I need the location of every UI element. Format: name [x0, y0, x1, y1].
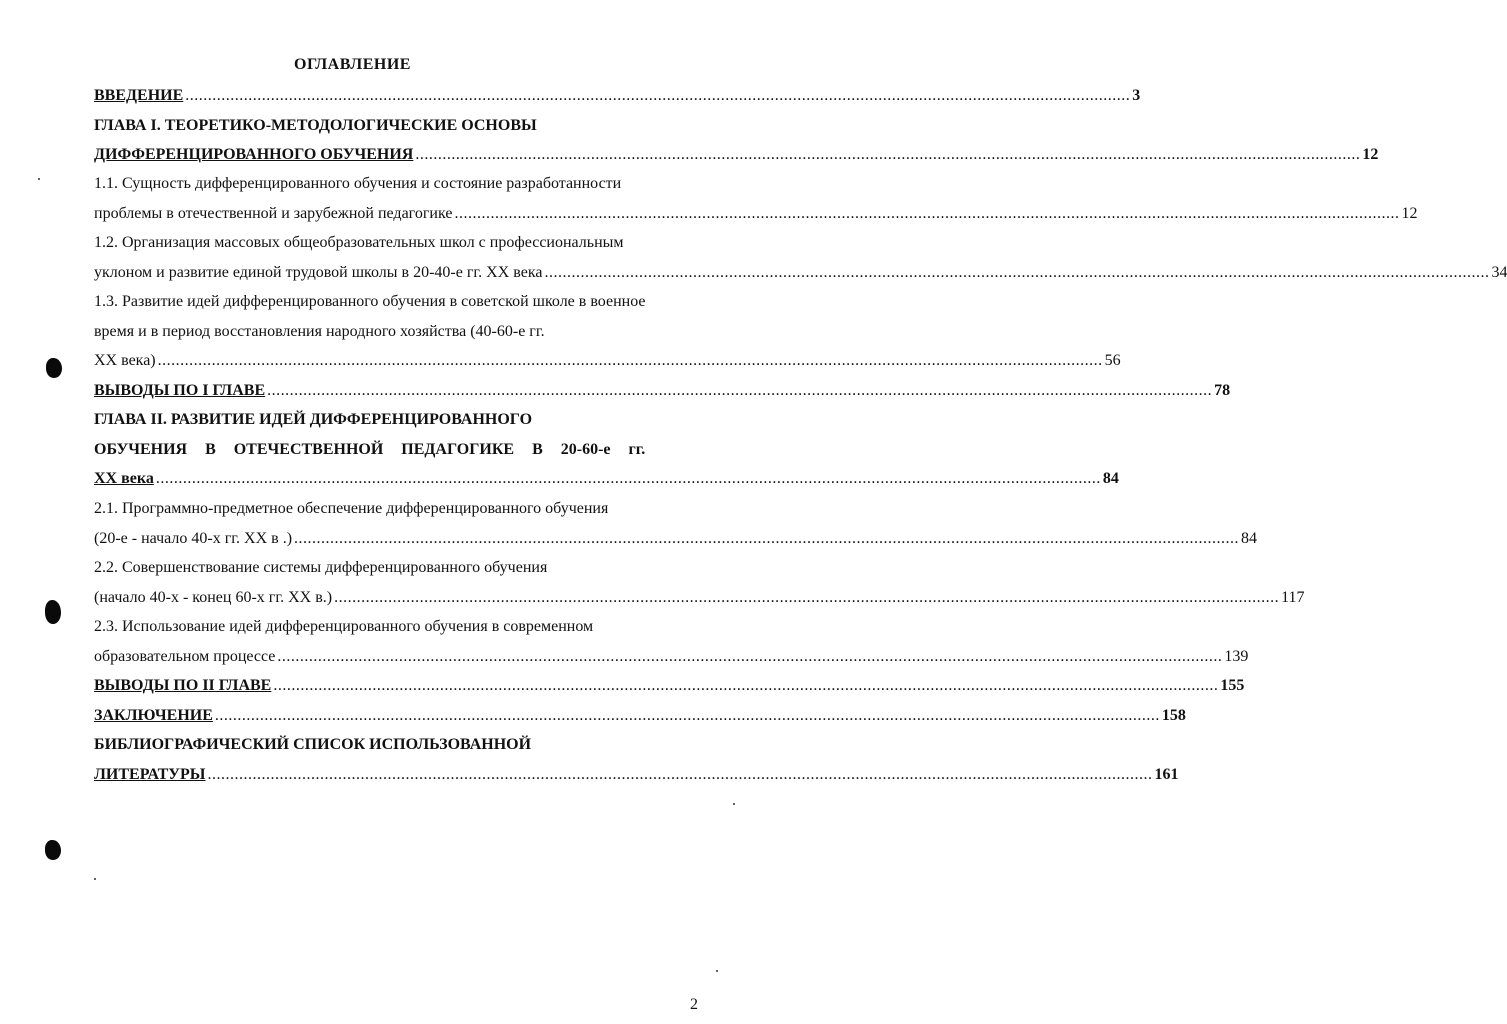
- toc-entry-text: 2.2. Совершенствование системы дифференцированного обучения: [94, 559, 548, 576]
- toc-entry-page: 161: [1154, 766, 1179, 783]
- toc-entry-page: 78: [1214, 382, 1231, 399]
- punch-hole-mark: [45, 600, 61, 624]
- toc-entry-conclusions-2[interactable]: [94, 676, 1245, 696]
- dot-leader: ..................................................................................................................................................................................................................: [415, 146, 1361, 163]
- toc-entry-page: 3: [1132, 87, 1141, 104]
- toc-entry-conclusion[interactable]: [94, 706, 1186, 726]
- toc-entry-page: 84: [1241, 530, 1258, 547]
- toc-entry-text: ВЫВОДЫ ПО I ГЛАВЕ: [94, 382, 266, 399]
- toc-entry-text: время и в период восстановления народного хозяйства (40-60-е гг.: [94, 323, 545, 340]
- dot-leader: ..................................................................................................................................................................................................................: [185, 87, 1131, 104]
- toc-entry-chapter-2-title-cont[interactable]: [94, 440, 684, 460]
- toc-entry-section-1-3-title[interactable]: [94, 292, 699, 312]
- dot-leader: ..................................................................................................................................................................................................................: [454, 205, 1400, 222]
- toc-entry-introduction[interactable]: [94, 86, 1141, 106]
- toc-entry-section-1-3-title-cont[interactable]: [94, 322, 684, 342]
- dot-leader: ..................................................................................................................................................................................................................: [207, 766, 1153, 783]
- toc-title: ОГЛАВЛЕНИЕ: [294, 56, 411, 73]
- toc-entry-chapter-2-title[interactable]: [94, 410, 684, 430]
- toc-entry-section-2-1-title[interactable]: [94, 499, 684, 519]
- toc-entry-bibliography[interactable]: [94, 765, 1179, 785]
- toc-entry-text: уклоном и развитие единой трудовой школы в 20-40-е гг. XX века: [94, 264, 543, 281]
- toc-entry-page: 158: [1161, 707, 1186, 724]
- toc-entry-text: БИБЛИОГРАФИЧЕСКИЙ СПИСОК ИСПОЛЬЗОВАННОЙ: [94, 736, 532, 753]
- toc-entry-page: 56: [1104, 352, 1121, 369]
- toc-entry-section-2-3[interactable]: [94, 647, 1249, 667]
- toc-entry-text: (начало 40-х - конец 60-х гг. XX в.): [94, 589, 333, 606]
- toc-entry-text: ГЛАВА I. ТЕОРЕТИКО-МЕТОДОЛОГИЧЕСКИЕ ОСНОВЫ: [94, 117, 537, 134]
- toc-entry-section-1-2-title[interactable]: [94, 233, 684, 253]
- toc-entry-text: 1.3. Развитие идей дифференцированного обучения в советской школе в военное: [94, 293, 646, 310]
- toc-entry-text: ЗАКЛЮЧЕНИЕ: [94, 707, 213, 724]
- toc-entry-page: 12: [1362, 146, 1379, 163]
- dot-leader: ..................................................................................................................................................................................................................: [273, 677, 1219, 694]
- toc-entry-text: 1.2. Организация массовых общеобразовательных школ с профессиональным: [94, 234, 624, 251]
- toc-entry-chapter-1-title[interactable]: [94, 116, 684, 136]
- dot-leader: ..................................................................................................................................................................................................................: [277, 648, 1223, 665]
- toc-entry-conclusions-1[interactable]: [94, 381, 1231, 401]
- toc-entry-text: 2.3. Использование идей дифференцированного обучения в современном: [94, 618, 594, 635]
- toc-entry-page: 139: [1224, 648, 1249, 665]
- dot-leader: ..................................................................................................................................................................................................................: [334, 589, 1280, 606]
- scan-speck: [38, 178, 40, 180]
- toc-entry-text: проблемы в отечественной и зарубежной педагогике: [94, 205, 453, 222]
- toc-entry-text: ЛИТЕРАТУРЫ: [94, 766, 206, 783]
- punch-hole-mark: [46, 358, 62, 378]
- toc-entry-text: ОБУЧЕНИЯ В ОТЕЧЕСТВЕННОЙ ПЕДАГОГИКЕ В 20-60-е гг.: [94, 441, 646, 458]
- toc-entry-page: 117: [1281, 589, 1305, 606]
- toc-entry-text: XX века): [94, 352, 156, 369]
- toc-entry-page: 34: [1491, 264, 1507, 281]
- toc-entry-section-2-3-title[interactable]: [94, 617, 684, 637]
- toc-entry-bibliography-title[interactable]: [94, 735, 684, 755]
- scan-speck: [94, 878, 96, 880]
- dot-leader: ..................................................................................................................................................................................................................: [294, 530, 1240, 547]
- dot-leader: ..................................................................................................................................................................................................................: [544, 264, 1490, 281]
- toc-entry-section-1-1[interactable]: [94, 204, 1418, 224]
- toc-entry-text: образовательном процессе: [94, 648, 276, 665]
- toc-entry-page: 12: [1401, 205, 1418, 222]
- toc-entry-text: XX века: [94, 470, 154, 487]
- toc-entry-chapter-1[interactable]: [94, 145, 1379, 165]
- toc-entry-section-1-2[interactable]: [94, 263, 1507, 283]
- dot-leader: ..................................................................................................................................................................................................................: [214, 707, 1160, 724]
- scan-speck: [716, 970, 718, 972]
- dot-leader: ..................................................................................................................................................................................................................: [157, 352, 1103, 369]
- toc-entry-text: ДИФФЕРЕНЦИРОВАННОГО ОБУЧЕНИЯ: [94, 146, 414, 163]
- dot-leader: ..................................................................................................................................................................................................................: [267, 382, 1213, 399]
- toc-entry-text: (20-е - начало 40-х гг. XX в .): [94, 530, 293, 547]
- toc-entry-page: 84: [1102, 470, 1119, 487]
- toc-entry-text: ВВЕДЕНИЕ: [94, 87, 184, 104]
- toc-entry-page: 155: [1220, 677, 1245, 694]
- toc-entry-section-1-3[interactable]: [94, 351, 1121, 371]
- toc-entry-section-1-1-title[interactable]: [94, 174, 684, 194]
- page-number: 2: [690, 996, 698, 1013]
- dot-leader: ..................................................................................................................................................................................................................: [155, 470, 1101, 487]
- toc-entry-text: ВЫВОДЫ ПО II ГЛАВЕ: [94, 677, 272, 694]
- toc-entry-chapter-2[interactable]: [94, 469, 1119, 489]
- punch-hole-mark: [45, 840, 61, 860]
- toc-entry-text: ГЛАВА II. РАЗВИТИЕ ИДЕЙ ДИФФЕРЕНЦИРОВАННОГО: [94, 411, 533, 428]
- scan-speck: [733, 803, 735, 805]
- toc-entry-section-2-1[interactable]: [94, 529, 1258, 549]
- toc-entry-text: 1.1. Сущность дифференцированного обучения и состояние разработанности: [94, 175, 622, 192]
- toc-entry-section-2-2-title[interactable]: [94, 558, 684, 578]
- toc-entry-text: 2.1. Программно-предметное обеспечение дифференцированного обучения: [94, 500, 609, 517]
- toc-entry-section-2-2[interactable]: [94, 588, 1305, 608]
